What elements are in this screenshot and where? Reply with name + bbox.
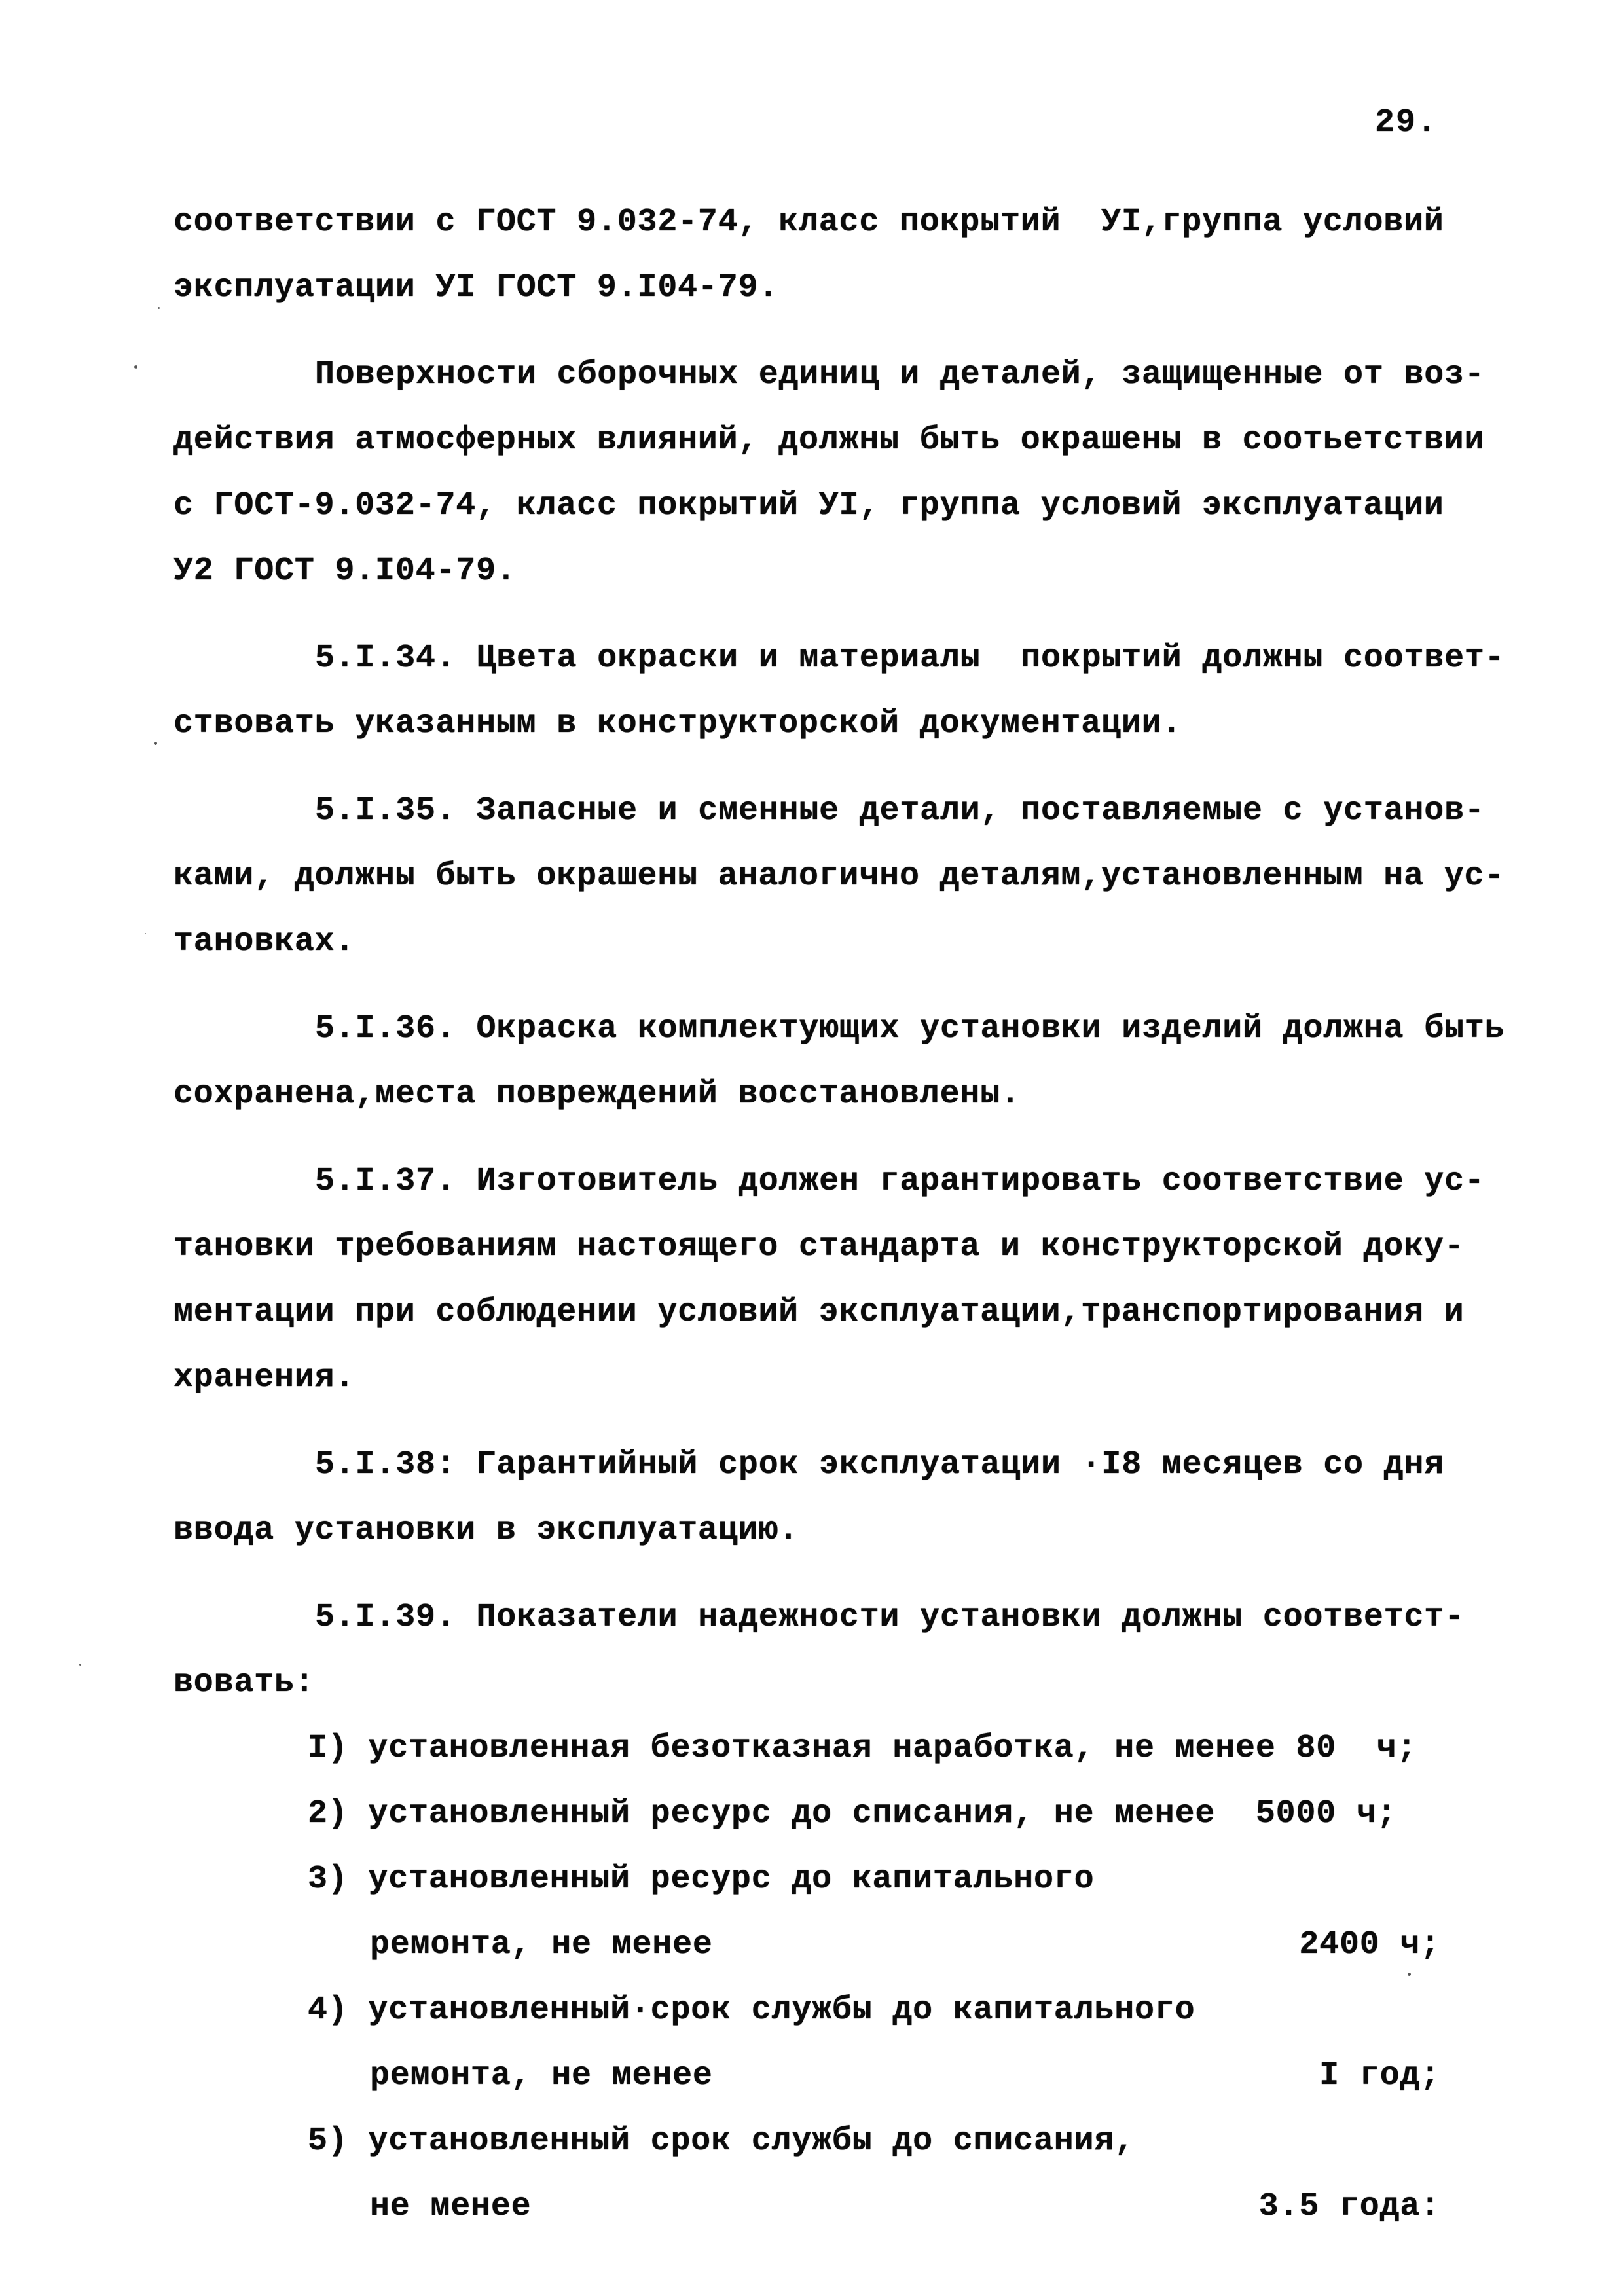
text-line: ками, должны быть окрашены аналогично деталям,установленным на ус- [173, 858, 1505, 895]
list-item: 3) установленный ресурс до капитального [308, 1861, 1095, 1898]
text-line: сохранена,места повреждений восстановлены. [173, 1076, 1021, 1113]
page-number: 29. [1375, 104, 1438, 141]
text-line: Поверхности сборочных единиц и деталей, защищенные от воз- [315, 356, 1485, 393]
list-item-continuation [173, 2174, 1467, 2240]
text-line: 5.І.36. Окраска комплектующих установки изделий должна быть [315, 1010, 1505, 1048]
text-line: ввода установки в эксплуатацию. [173, 1512, 799, 1549]
document-body [173, 190, 1505, 2240]
text-line: тановках. [173, 923, 356, 960]
paragraph-5-1-37 [173, 1149, 1485, 1411]
list-item-text: ремонта, не менее [370, 1926, 713, 1963]
text-line: действия атмосферных влияний, должны быть окрашены в соотьетствии [173, 422, 1485, 459]
list-item: 2) установленный ресурс до списания, не менее 5000 ч; [308, 1795, 1397, 1832]
text-line: эксплуатации УІ ГОСТ 9.І04-79. [173, 269, 779, 306]
text-line: ствовать указанным в конструкторской документации. [173, 705, 1182, 742]
text-line: 5.І.38: Гарантийный срок эксплуатации ·І8 месяцев со дня [315, 1446, 1445, 1484]
text-line: ментации при соблюдении условий эксплуатации,транспортирования и [173, 1294, 1465, 1331]
paragraph-continued [173, 190, 1467, 321]
paragraph-5-1-36 [173, 996, 1505, 1127]
paragraph-5-1-38 [173, 1432, 1467, 1563]
list-item-text: ремонта, не менее [370, 2057, 713, 2094]
text-line: соответствии с ГОСТ 9.032-74, класс покрытий УІ,группа условий [173, 204, 1444, 241]
scan-artifacts [134, 365, 137, 369]
list-item: 5) установленный срок службы до списания, [308, 2123, 1135, 2160]
paragraph-5-1-34 [173, 626, 1505, 757]
list-item-value: 2400 ч; [1299, 1926, 1440, 1963]
list-item-value: І год; [1319, 2057, 1440, 2094]
text-line: 5.І.39. Показатели надежности установки должны соответст- [315, 1599, 1465, 1636]
list-item: І) установленная безотказная наработка, не менее 80 ч; [308, 1730, 1417, 1767]
text-line: 5.І.34. Цвета окраски и материалы покрытий должны соответ- [315, 640, 1505, 677]
reliability-indicators-list [173, 1716, 1467, 2240]
paragraph-5-1-39 [173, 1585, 1467, 1716]
text-line: 5.І.35. Запасные и сменные детали, поставляемые с установ- [315, 792, 1485, 829]
list-item-text: не менее [370, 2188, 532, 2225]
text-line: 5.І.37. Изготовитель должен гарантировать соответствие ус- [315, 1163, 1485, 1200]
text-line: тановки требованиям настоящего стандарта и конструкторской доку- [173, 1228, 1465, 1266]
list-item-continuation [173, 1912, 1467, 1978]
text-line: вовать: [173, 1664, 315, 1702]
list-item-value: 3.5 года: [1258, 2188, 1440, 2225]
paragraph-5-1-35 [173, 778, 1505, 975]
text-line: хранения. [173, 1359, 356, 1396]
list-item: 4) установленный·срок службы до капитального [308, 1992, 1195, 2029]
list-item-continuation [173, 2043, 1467, 2109]
text-line: У2 ГОСТ 9.І04-79. [173, 553, 517, 590]
paragraph-surfaces [173, 342, 1485, 604]
text-line: с ГОСТ-9.032-74, класс покрытий УІ, группа условий эксплуатации [173, 487, 1444, 524]
